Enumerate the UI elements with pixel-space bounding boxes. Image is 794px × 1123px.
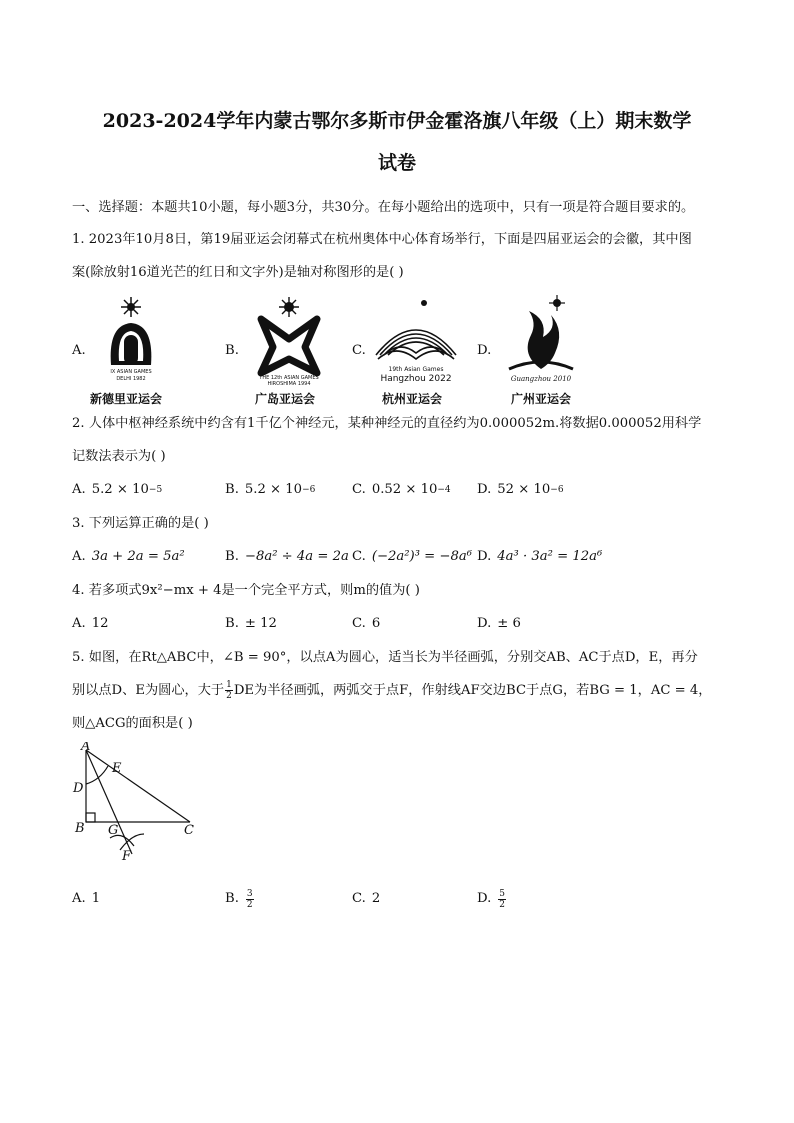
q3-option-a [72,540,225,574]
q5-fraction [225,680,233,701]
q1-b-small2: HIROSHIMA 1994 [267,381,311,387]
q5-option-d-den: 2 [499,899,506,910]
q1-option-c-label: C. [352,343,366,358]
q3-option-a-value: 3a + 2a = 5a² [91,549,185,564]
q5-option-a-label: A. [72,891,86,906]
q5-option-c [352,882,477,916]
q1-text-line1: 1. 2023年10月8日，第19届亚运会闭幕式在杭州奥体中心体育场举行，下面是四届亚运会的会徽，其中图 [72,232,692,247]
q1-a-small2: DELHI 1982 [116,376,146,382]
q1-option-c-caption: 杭州亚运会 [382,392,443,406]
q4-option-c-value: 6 [371,616,381,631]
q4-option-b [225,607,352,641]
question-5 [72,641,722,916]
q2-text-line2: 记数法表示为( ) [72,449,166,464]
q1-option-d-caption: 广州亚运会 [511,392,572,406]
q5-figure [72,742,722,882]
q1-option-a-label: A. [72,343,86,358]
q4-option-c [352,607,477,641]
q1-emblem-options [72,295,722,407]
guangzhou-emblem-icon [491,295,591,387]
q4-option-c-label: C. [352,616,366,631]
section-heading: 一、选择题：本题共10小题，每小题3分，共30分。在每小题给出的选项中，只有一项是符合题目要求的。 [72,200,695,215]
q2-option-a-base: 5.2 × 10 [91,482,149,497]
q5-option-b-num: 3 [246,888,253,899]
q5-option-b [225,882,352,916]
q1-option-b-label: B. [225,343,239,358]
triangle-figure [72,742,212,872]
hangzhou-emblem-icon [366,295,466,387]
q3-option-b-label: B. [225,549,239,564]
q3-option-b-value: −8a² ÷ 4a = 2a [244,549,349,564]
q1-option-b-caption: 广岛亚运会 [255,392,316,406]
q1-option-a [72,295,222,407]
q3-options [72,540,722,574]
figure-label-d: D [73,781,84,796]
q2-option-c-exp: −4 [437,485,451,495]
q4-option-d-label: D. [477,616,492,631]
q4-option-a-value: 12 [91,616,109,631]
q2-option-b [225,473,352,507]
q5-option-c-label: C. [352,891,366,906]
q5-frac-num: 1 [226,680,232,690]
q5-text-line2-a: 别以点D、E为圆心，大于 [72,683,225,698]
q1-d-small1: Guangzhou 2010 [510,375,572,383]
figure-label-g: G [108,823,119,838]
q2-option-b-label: B. [225,482,239,497]
q2-option-c-label: C. [352,482,366,497]
figure-label-a: A [81,742,91,754]
q5-text-line1: 5. 如图，在Rt△ABC中，∠B = 90°，以点A为圆心，适当长为半径画弧，分别交AB、AC于点D，E，再分 [72,650,698,665]
q4-option-a [72,607,225,641]
q4-option-b-value: ± 12 [244,616,277,631]
q5-option-a-value: 1 [91,891,101,906]
q2-options [72,473,722,507]
q4-options [72,607,722,641]
q1-c-small1: 19th Asian Games [388,366,444,373]
q5-option-b-den: 2 [246,899,253,910]
question-4 [72,574,722,641]
q2-option-a [72,473,225,507]
q2-option-b-exp: −6 [302,485,316,495]
q4-option-d [477,607,521,641]
q4-option-a-label: A. [72,616,86,631]
q1-a-small1: IX ASIAN GAMES [110,369,152,375]
q5-option-d [477,882,507,916]
q5-option-b-frac [246,889,254,910]
figure-label-c: C [184,823,194,838]
q3-option-d [477,540,602,574]
q2-option-b-base: 5.2 × 10 [244,482,303,497]
q3-option-c-label: C. [352,549,366,564]
q2-option-a-label: A. [72,482,86,497]
q5-text-line2-b: DE为半径画弧，两弧交于点F，作射线AF交边BC于点G，若BG = 1，AC = 4， [233,683,712,698]
figure-label-b: B [75,821,85,836]
q3-text: 3. 下列运算正确的是( ) [72,516,209,531]
q3-option-c-value: (−2a²)³ = −8a⁶ [371,549,473,564]
q5-options [72,882,722,916]
delhi-emblem-icon [86,295,176,387]
q4-option-d-value: ± 6 [497,616,521,631]
q3-option-b [225,540,352,574]
q2-option-c-base: 0.52 × 10 [371,482,438,497]
exam-page [72,100,722,916]
q2-option-d-label: D. [477,482,492,497]
q2-option-a-exp: −5 [148,485,163,495]
q5-text-line3: 则△ACG的面积是( ) [72,716,193,731]
q5-option-d-label: D. [477,891,492,906]
figure-label-e: E [112,761,122,776]
q4-option-b-label: B. [225,616,239,631]
q2-option-d-base: 52 × 10 [497,482,551,497]
q1-option-d [477,295,607,407]
q5-option-b-label: B. [225,891,239,906]
q3-option-d-label: D. [477,549,492,564]
q1-option-d-label: D. [477,343,492,358]
q2-option-d [477,473,564,507]
q2-option-c [352,473,477,507]
q4-text: 4. 若多项式9x²−mx + 4是一个完全平方式，则m的值为( ) [72,583,420,598]
q5-option-a [72,882,225,916]
exam-title-line2: 试卷 [377,152,416,174]
exam-title-line1: 2023-2024学年内蒙古鄂尔多斯市伊金霍洛旗八年级（上）期末数学 [102,110,692,132]
q5-frac-den: 2 [226,691,232,701]
q1-c-small2: Hangzhou 2022 [380,374,452,384]
q1-option-c [352,295,477,407]
q3-option-d-value: 4a³ · 3a² = 12a⁶ [497,549,603,564]
question-1 [72,223,722,407]
q5-option-d-num: 5 [499,888,506,899]
q2-text-line1: 2. 人体中枢神经系统中约含有1千亿个神经元，某种神经元的直径约为0.000052m.将数据0.000052用科学 [72,416,702,431]
question-2 [72,407,722,507]
q5-text-line2 [72,674,722,707]
q1-option-b [225,295,350,407]
q1-option-a-caption: 新德里亚运会 [90,392,163,406]
q3-option-a-label: A. [72,549,86,564]
q5-option-d-frac [498,889,506,910]
q5-option-c-value: 2 [371,891,381,906]
q3-option-c [352,540,477,574]
q1-text-line2: 案(除放射16道光芒的红日和文字外)是轴对称图形的是( ) [72,265,404,280]
figure-label-f: F [122,849,132,864]
q1-b-small1: THE 12th ASIAN GAMES [259,375,319,381]
hiroshima-emblem-icon [239,295,339,387]
q2-option-d-exp: −6 [550,485,564,495]
question-3 [72,507,722,574]
